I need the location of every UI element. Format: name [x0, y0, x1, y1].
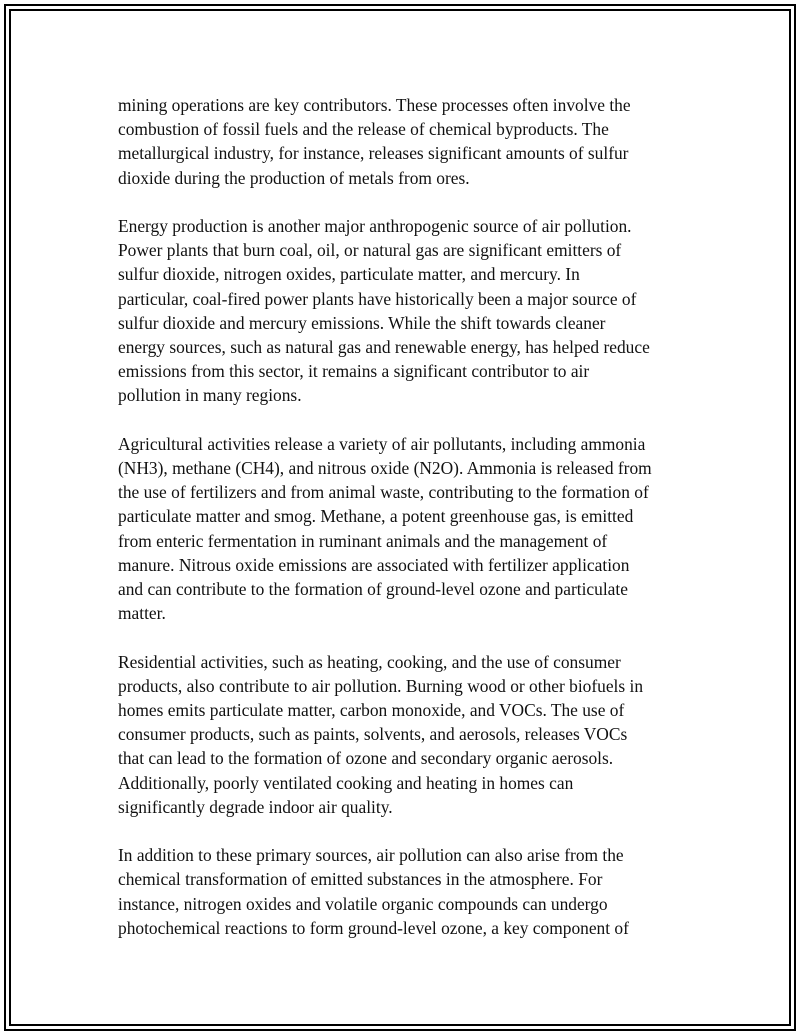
paragraph-mining-operations: mining operations are key contributors. These processes often involve the combustion of fossil fuels and the release of chemical byproducts. The metallurgical industry, for instance, releases significant amounts of sulfur dioxide during the production of metals from ores.: [118, 95, 631, 188]
paragraph-energy-production: Energy production is another major anthropogenic source of air pollution. Power plants that burn coal, oil, or natural gas are significant emitters of sulfur dioxide, nitrogen oxides, particulate matter, and mercury. In particular, coal-fired power plants have historically been a major source of sulfur dioxide and mercury emissions. While the shift towards cleaner energy sources, such as natural gas and renewable energy, has helped reduce emissions from this sector, it remains a significant contributor to air pollution in many regions.: [118, 216, 650, 406]
paragraph-agricultural-activities: Agricultural activities release a variety of air pollutants, including ammonia (NH3), methane (CH4), and nitrous oxide (N2O). Ammonia is released from the use of fertilizers and from animal waste, contributing to the formation of particulate matter and smog. Methane, a potent greenhouse gas, is emitted from enteric fermentation in ruminant animals and the management of manure. Nitrous oxide emissions are associated with fertilizer application and can contribute to the formation of ground-level ozone and particulate matter.: [118, 433, 652, 624]
paragraph-secondary-sources: In addition to these primary sources, air pollution can also arise from the chemical transformation of emitted substances in the atmosphere. For instance, nitrogen oxides and volatile organic compounds can undergo photochemical reactions to form ground-level ozone, a key component of: [118, 845, 629, 938]
paragraph-residential-activities: Residential activities, such as heating, cooking, and the use of consumer products, also contribute to air pollution. Burning wood or other biofuels in homes emits particulate matter, carbon monoxide, and VOCs. The use of consumer products, such as paints, solvents, and aerosols, releases VOCs that can lead to the formation of ozone and secondary organic aerosols. Additionally, poorly ventilated cooking and heating in homes can significantly degrade indoor air quality.: [118, 651, 644, 817]
document-body: [118, 93, 693, 964]
